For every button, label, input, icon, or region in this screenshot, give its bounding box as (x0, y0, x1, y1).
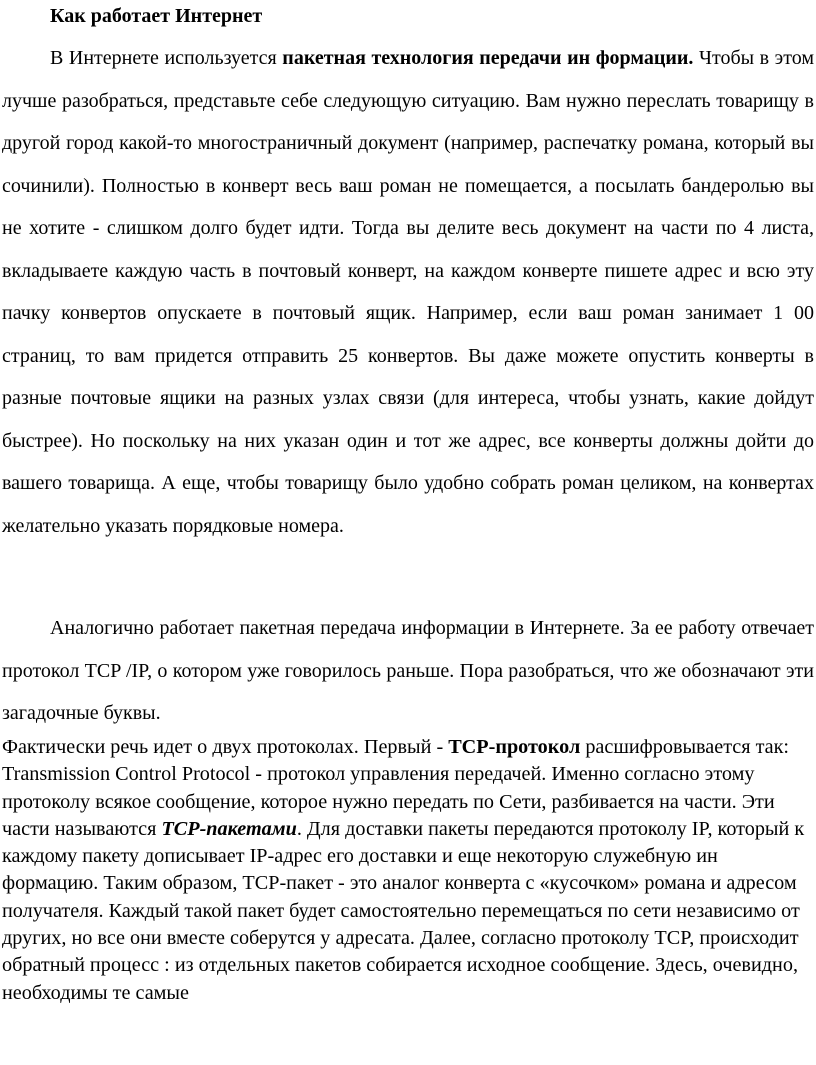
paragraph-part-2: расшифровывается так: Transmission Control Protocol - протокол управления передачей. Именно согласно этому протоколу всякое сообщение, которое нужно передать по Сети, разбивается на части. Эти части называются (2, 736, 790, 840)
bold-term-tcp-protocol: TCP-протокол (448, 736, 581, 758)
paragraph-tcp-protocol (2, 734, 814, 1007)
bold-term-packet-technology: пакетная технология передачи ин формации. (282, 47, 694, 69)
paragraph-body: Чтобы в этом лучше разобраться, представьте себе следующую ситуацию. Вам нужно переслать товарищу в другой город какой-то многостраничный документ (например, распечатку романа, который вы сочинили). Полностью в конверт весь ваш роман не помещается, а посылать бандеролью вы не хотите - слишком долго будет идти. Тогда вы делите весь документ на части по 4 листа, вкладываете каждую часть в почтовый конверт, на каждом конверте пишете адрес и всю эту пачку конвертов опускаете в почтовый ящик. Например, если ваш роман занимает 1 00 страниц, то вам придется отправить 25 конвертов. Вы даже можете опустить конверты в разные почтовые ящики на разных узлах связи (для интереса, чтобы узнать, какие дойдут быстрее). Но поскольку на них указан один и тот же адрес, все конверты должны дойти до вашего товарища. А еще, чтобы товарищу было удобно собрать роман целиком, на конвертах желательно указать порядковые номера. (2, 47, 814, 537)
paragraph-part-1: Фактически речь идет о двух протоколах. Первый - (2, 736, 449, 758)
paragraph-part-3: . Для доставки пакеты передаются протоколу IP, который к каждому пакету дописывает IP-адрес его доставки и еще некоторую служебную ин формацию. Таким образом, TCP-пакет - это аналог конверта с «кусочком» романа и адресом получателя. Каждый такой пакет будет самостоятельно перемещаться по сети независимо от других, но все они вместе соберутся у адресата. Далее, согласно протоколу TCP, происходит обратный процесс : из отдельных пакетов собирается исходное сообщение. Здесь, очевидно, необходимы те самые (2, 817, 805, 1004)
paragraph-intro: В Интернете используется (50, 47, 283, 69)
paragraph-packet-technology (2, 37, 814, 547)
document-title: Как работает Интернет (50, 5, 263, 27)
paragraph-tcp-ip: Аналогично работает пакетная передача информации в Интернете. За ее работу отвечает протокол TCP /IP, о котором уже говорилось раньше. Пора разобраться, что же обозначают эти загадочные буквы. (2, 617, 814, 724)
bold-italic-term-tcp-packets: TCP-пакетами (161, 817, 297, 840)
